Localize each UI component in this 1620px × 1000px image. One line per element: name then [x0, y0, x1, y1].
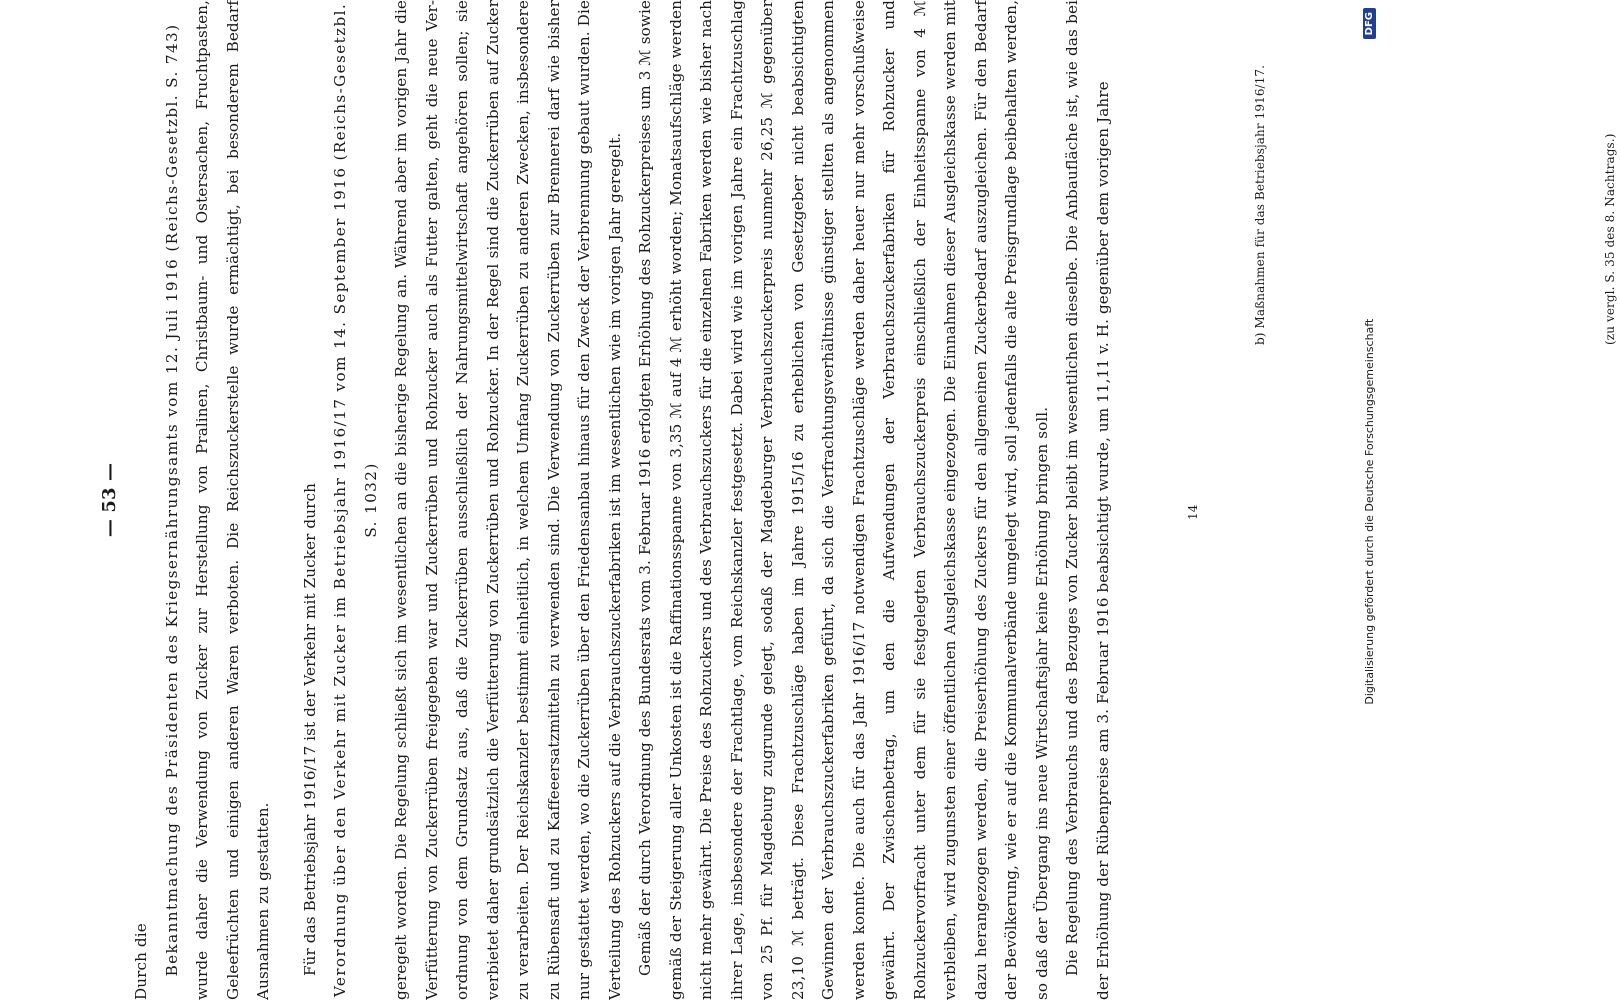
paragraph: geregelt worden. Die Regelung schließt sich im wesentlichen an die bisherige Regelung an. Während aber im vorigen Jahr die Verfütterung von Zuckerrüben freigegeben war und Zuckerrüben und Rohzucker auch als Futter galten, geht die neue Verordnung von dem Grundsatz aus, daß die Zuckerrüben ausschließlich der Nahrungsmittelwirtschaft angehören sollen; sie verbietet daher grundsätzlich die Verfütterung von Zuckerrüben und Rohzucker. In der Regel sind die Zuckerrüben auf Zucker zu verarbeiten. Der Reichskanzler bestimmt einheitlich, in welchem Umfang Zuckerrüben zu anderen Zwecken, insbesondere zu Rübensaft und zu Kaffeeersatzmitteln zu verwenden sind. Die Verwendung von Zuckerrüben zur Brennerei darf wie bisher nur gestattet werden, wo die Zuckerrüben über den Friedensanbau hinaus für den Zweck der Verbrennung gebaut wurden. Die Verteilung des Rohzuckers auf die Verbrauchszuckerfabriken ist im wesentlichen wie im vorigen Jahr geregelt.: [392, 0, 624, 1000]
dfg-logo: DFG: [1363, 8, 1376, 39]
paragraph: Durch die: [132, 923, 150, 1000]
page-number: — 53 —: [99, 462, 120, 538]
margin-note-measures: b) Maßnahmen für das Betriebsjahr 1916/17.: [1253, 64, 1267, 345]
margin-note-reference: (zu vergl. S. 35 des 8. Nachtrags.): [1603, 133, 1617, 345]
digitization-credit: Digitalisierung gefördert durch die Deutsche Forschungsgemeinschaft: [1362, 318, 1376, 705]
dfg-strip: [1360, 8, 1378, 978]
paragraph: Für das Betriebsjahr 1916/17 ist der Verkehr mit Zucker durch: [300, 483, 319, 976]
paragraph-gap: [279, 0, 295, 1000]
page-body: [126, 0, 1118, 1000]
ordinance-heading: Verordnung über den Verkehr mit Zucker im Betriebsjahr 1916/17 vom 14. September 1916 (Reichs-Gesetzbl. S. 1032): [331, 2, 380, 998]
signature-mark: 14: [1186, 504, 1200, 520]
paragraph: wurde daher die Verwendung von Zucker zur Herstellung von Pralinen, Christbaum- und Ostersachen, Fruchtpasten, Geleefrüchten und einigen anderen Waren verboten. Die Reichszuckerstelle wurde ermächtigt, bei besonderem Bedarf Ausnahmen zu gestatten.: [193, 0, 272, 1000]
paragraph: Die Regelung des Verbrauchs und des Bezuges von Zucker bleibt im wesentlichen dieselbe. Die Anbaufläche ist, wie das bei der Erhöhung der Rübenpreise am 3. Februar 1916 beabsichtigt wurde, um 11,11 v. H. gegenüber dem vorigen Jahre: [1063, 0, 1112, 1000]
ordinance-heading: Bekanntmachung des Präsidenten des Kriegsernährungsamts vom 12. Juli 1916 (Reichs-Gesetzbl. S. 743): [162, 23, 181, 977]
paragraph: Gemäß der durch Verordnung des Bundesrats vom 3. Februar 1916 erfolgten Erhöhung des Rohzuckerpreises um 3 ℳ sowie gemäß der Steigerung aller Unkosten ist die Raffinationsspanne von 3,35 ℳ auf 4 ℳ erhöht worden; Monatsaufschläge werden nicht mehr gewährt. Die Preise des Rohzuckers und des Verbrauchszuckers für die einzelnen Fabriken werden wie bisher nach ihrer Lage, insbesondere der Frachtlage, vom Reichskanzler festgesetzt. Dabei wird wie im vorigen Jahre ein Frachtzuschlag von 25 Pf. für Magdeburg zugrunde gelegt, sodaß der Magdeburger Verbrauchszuckerpreis nunmehr 26,25 ℳ gegenüber 23,10 ℳ beträgt. Diese Frachtzuschläge haben im Jahre 1915/16 zu erheblichen von Gesetzgeber nicht beabsichtigten Gewinnen der Verbrauchszuckerfabriken geführt, da sich die Verfrachtungsverhältnisse günstiger stellten als angenommen werden konnte. Die auch für das Jahr 1916/17 notwendigen Frachtzuschläge werden daher heuer nur mehr vorschußweise gewährt. Der Zwischenbetrag, um den die Aufwendungen der Verbrauchszuckerfabriken für Rohzucker und Rohzuckervorfracht unter dem für sie festgelegten Verbrauchszuckerpreis einschließlich der Einheitsspanne von 4 ℳ verbleiben, wird zugunsten einer öffentlichen Ausgleichskasse eingezogen. Die Einnahmen dieser Ausgleichskasse werden mit dazu herangezogen werden, die Preiserhöhung des Zuckers für den allgemeinen Zuckerbedarf auszugleichen. Für den Bedarf der Bevölkerung, wie er auf die Kommunalverbände umgelegt wird, soll jedenfalls die alte Preisgrundlage beibehalten werden, so daß der Übergang ins neue Wirtschaftsjahr keine Erhöhung bringen soll.: [636, 0, 1051, 1000]
